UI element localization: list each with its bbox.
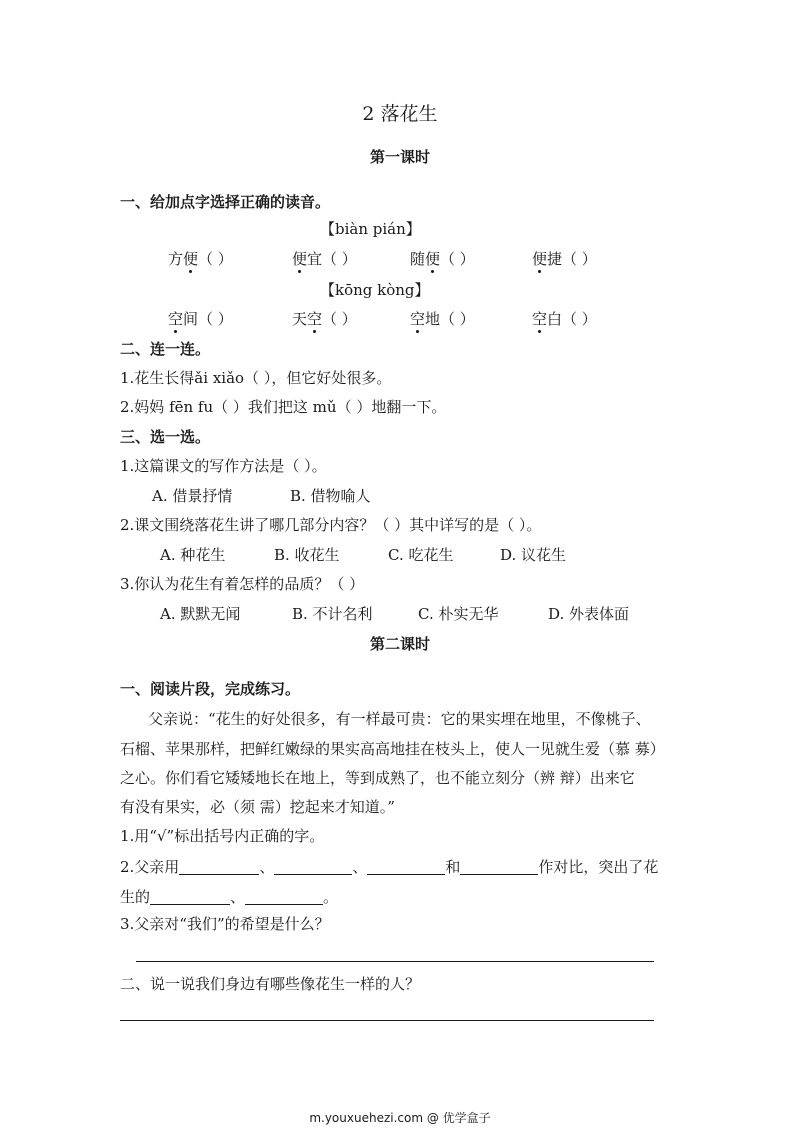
- fill-blank[interactable]: [460, 858, 538, 875]
- fill-blank[interactable]: [150, 888, 230, 905]
- word-item: 天空 （ ）: [292, 312, 357, 327]
- answer-blank[interactable]: （ ）: [322, 250, 357, 268]
- option-a[interactable]: A. 借景抒情: [152, 487, 233, 505]
- answer-blank[interactable]: （ ）: [562, 310, 597, 328]
- lesson2-s2: 2.父亲用 、 、 和 作对比，突出了花: [120, 858, 659, 876]
- word-item: 空 白（ ）: [532, 312, 597, 327]
- answer-line[interactable]: [136, 961, 654, 962]
- passage-line: 父亲说：“花生的好处很多，有一样最可贵：它的果实埋在地里，不像桃子、: [148, 710, 651, 728]
- answer-blank[interactable]: （ ）: [440, 250, 475, 268]
- answer-blank[interactable]: （ ）: [198, 310, 233, 328]
- passage-line: 石榴、苹果那样，把鲜红嫩绿的果实高高地挂在枝头上，使人一见就生爱（慕 募）: [120, 740, 665, 758]
- q3-s1: 1.这篇课文的写作方法是（ ）。: [120, 457, 327, 475]
- pinyin-options-kong: 【kōng kòng】: [320, 281, 430, 299]
- pinyin-options-bian: 【biàn pián】: [320, 220, 421, 238]
- lesson1-q1-heading: 一、给加点字选择正确的读音。: [120, 193, 331, 211]
- q3-s3: 3.你认为花生有着怎样的品质？（ ）: [120, 575, 365, 593]
- option-d[interactable]: D. 议花生: [500, 546, 567, 564]
- answer-blank[interactable]: （ ）: [562, 250, 597, 268]
- q3-s2: 2.课文围绕落花生讲了哪几部分内容？（ ）其中详写的是（ ）。: [120, 516, 542, 534]
- option-d[interactable]: D. 外表体面: [548, 605, 630, 623]
- lesson2-s1: 1.用“√”标出括号内正确的字。: [120, 827, 325, 845]
- word-item: 便 宜（ ）: [292, 252, 357, 267]
- q2-line2: 2.妈妈 fēn fu（ ）我们把这 mǔ（ ）地翻一下。: [120, 398, 447, 416]
- lesson1-q2-heading: 二、连一连。: [120, 340, 211, 358]
- option-c[interactable]: C. 朴实无华: [418, 605, 499, 623]
- lesson2-s3: 3.父亲对“我们”的希望是什么？: [120, 915, 330, 933]
- option-b[interactable]: B. 不计名利: [292, 605, 373, 623]
- word-item: 空 地（ ）: [410, 312, 475, 327]
- option-b[interactable]: B. 借物喻人: [290, 487, 371, 505]
- word-item: 方便 （ ）: [168, 252, 233, 267]
- page-title: 2 落花生: [362, 103, 438, 125]
- passage-line: 之心。你们看它矮矮地长在地上，等到成熟了，也不能立刻分（辨 辩）出来它: [120, 769, 635, 787]
- fill-blank[interactable]: [245, 888, 323, 905]
- q2-line1: 1.花生长得ǎi xiǎo（ ），但它好处很多。: [120, 369, 392, 387]
- fill-blank[interactable]: [274, 858, 352, 875]
- answer-line[interactable]: [120, 1020, 654, 1021]
- answer-blank[interactable]: （ ）: [440, 310, 475, 328]
- word-item: 便 捷（ ）: [532, 252, 597, 267]
- passage-line: 有没有果实，必（须 需）挖起来才知道。”: [120, 798, 395, 816]
- option-a[interactable]: A. 种花生: [160, 546, 226, 564]
- lesson2-q2-heading: 二、说一说我们身边有哪些像花生一样的人？: [120, 975, 421, 993]
- word-item: 随便 （ ）: [410, 252, 475, 267]
- lesson2-q1-heading: 一、阅读片段，完成练习。: [120, 680, 301, 698]
- answer-blank[interactable]: （ ）: [322, 310, 357, 328]
- fill-blank[interactable]: [367, 858, 445, 875]
- lesson1-heading: 第一课时: [369, 148, 430, 166]
- word-item: 空 间（ ）: [168, 312, 233, 327]
- option-c[interactable]: C. 吃花生: [388, 546, 454, 564]
- answer-blank[interactable]: （ ）: [198, 250, 233, 268]
- option-a[interactable]: A. 默默无闻: [160, 605, 241, 623]
- lesson2-s2-line2: 生的 、 。: [120, 888, 339, 906]
- fill-blank[interactable]: [179, 858, 259, 875]
- lesson2-heading: 第二课时: [369, 635, 430, 653]
- footer-watermark: m.youxuehezi.com @ 优学盒子: [309, 1111, 491, 1125]
- lesson1-q3-heading: 三、选一选。: [120, 428, 211, 446]
- option-b[interactable]: B. 收花生: [274, 546, 340, 564]
